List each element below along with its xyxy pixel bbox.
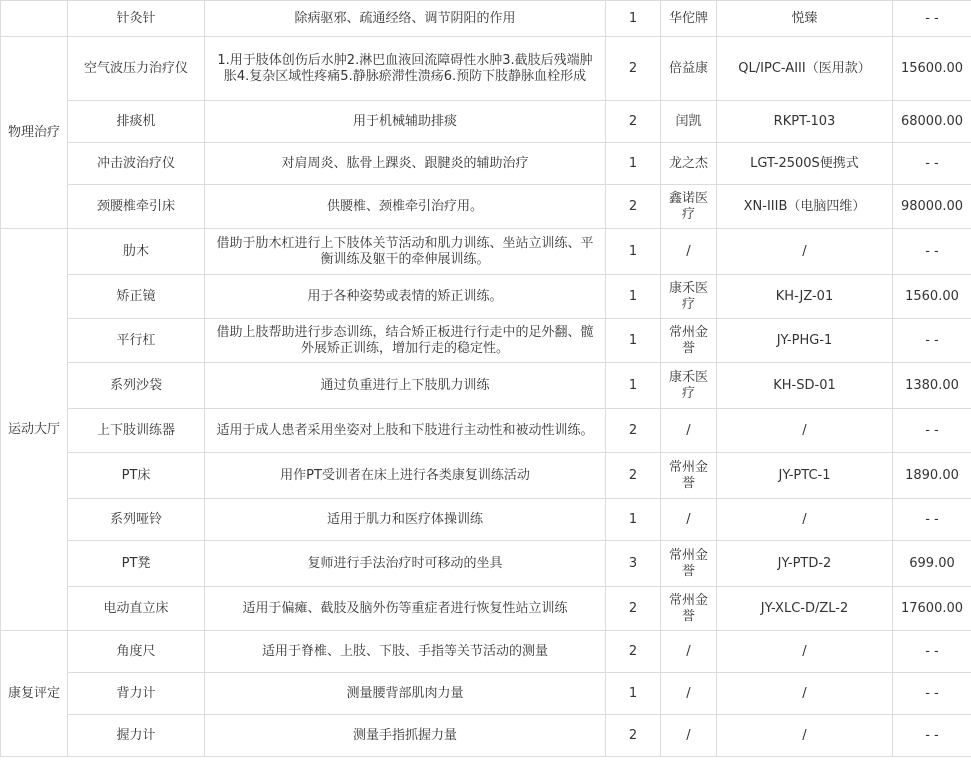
description-cell: 适用于成人患者采用坐姿对上肢和下肢进行主动性和被动性训练。 xyxy=(205,409,606,453)
brand-cell: 常州金誉 xyxy=(661,587,717,631)
table-row xyxy=(1,143,971,185)
category-cell: 物理治疗 xyxy=(1,37,68,229)
quantity-cell: 2 xyxy=(606,631,661,673)
price-cell: 98000.00 xyxy=(893,185,971,229)
equipment-name-cell: 上下肢训练器 xyxy=(68,409,205,453)
equipment-name-cell: 冲击波治疗仪 xyxy=(68,143,205,185)
quantity-cell: 3 xyxy=(606,541,661,587)
quantity-cell: 2 xyxy=(606,453,661,499)
table-row xyxy=(1,453,971,499)
brand-cell: 闰凯 xyxy=(661,101,717,143)
price-cell: - - xyxy=(893,143,971,185)
table-row xyxy=(1,101,971,143)
brand-cell: 常州金誉 xyxy=(661,541,717,587)
model-cell: / xyxy=(717,631,893,673)
quantity-cell: 1 xyxy=(606,673,661,715)
price-cell: 1560.00 xyxy=(893,275,971,319)
category-cell xyxy=(1,1,68,37)
brand-cell: / xyxy=(661,631,717,673)
description-cell: 借助于肋木杠进行上下肢体关节活动和肌力训练、坐站立训练、平衡训练及躯干的牵伸展训练。 xyxy=(205,229,606,275)
description-cell: 复师进行手法治疗时可移动的坐具 xyxy=(205,541,606,587)
model-cell: / xyxy=(717,409,893,453)
brand-cell: 倍益康 xyxy=(661,37,717,101)
equipment-name-cell: 肋木 xyxy=(68,229,205,275)
brand-cell: / xyxy=(661,715,717,757)
table-row xyxy=(1,37,971,101)
table-row xyxy=(1,673,971,715)
model-cell: JY-XLC-D/ZL-2 xyxy=(717,587,893,631)
price-cell: 15600.00 xyxy=(893,37,971,101)
equipment-name-cell: 电动直立床 xyxy=(68,587,205,631)
quantity-cell: 2 xyxy=(606,587,661,631)
table-row xyxy=(1,409,971,453)
table-row xyxy=(1,363,971,409)
brand-cell: 常州金誉 xyxy=(661,319,717,363)
description-cell: 测量手指抓握力量 xyxy=(205,715,606,757)
brand-cell: 华佗牌 xyxy=(661,1,717,37)
equipment-name-cell: 平行杠 xyxy=(68,319,205,363)
description-cell: 供腰椎、颈椎牵引治疗用。 xyxy=(205,185,606,229)
equipment-name-cell: 角度尺 xyxy=(68,631,205,673)
equipment-name-cell: 针灸针 xyxy=(68,1,205,37)
price-cell: 1890.00 xyxy=(893,453,971,499)
model-cell: KH-JZ-01 xyxy=(717,275,893,319)
equipment-name-cell: 系列沙袋 xyxy=(68,363,205,409)
equipment-name-cell: 排痰机 xyxy=(68,101,205,143)
brand-cell: / xyxy=(661,409,717,453)
quantity-cell: 2 xyxy=(606,37,661,101)
equipment-name-cell: 握力计 xyxy=(68,715,205,757)
price-cell: 1380.00 xyxy=(893,363,971,409)
brand-cell: 常州金誉 xyxy=(661,453,717,499)
description-cell: 除病驱邪、疏通经络、调节阴阳的作用 xyxy=(205,1,606,37)
description-cell: 用于机械辅助排痰 xyxy=(205,101,606,143)
model-cell: XN-IIIB（电脑四维） xyxy=(717,185,893,229)
model-cell: QL/IPC-AIII（医用款） xyxy=(717,37,893,101)
table-row xyxy=(1,275,971,319)
model-cell: 悦臻 xyxy=(717,1,893,37)
brand-cell: / xyxy=(661,499,717,541)
table-row xyxy=(1,715,971,757)
quantity-cell: 1 xyxy=(606,319,661,363)
table-body xyxy=(1,1,971,757)
description-cell: 适用于偏瘫、截肢及脑外伤等重症者进行恢复性站立训练 xyxy=(205,587,606,631)
price-cell: - - xyxy=(893,409,971,453)
quantity-cell: 2 xyxy=(606,101,661,143)
model-cell: LGT-2500S便携式 xyxy=(717,143,893,185)
table-row xyxy=(1,319,971,363)
price-cell: - - xyxy=(893,499,971,541)
quantity-cell: 1 xyxy=(606,363,661,409)
quantity-cell: 1 xyxy=(606,1,661,37)
quantity-cell: 2 xyxy=(606,409,661,453)
price-cell: - - xyxy=(893,319,971,363)
table-row xyxy=(1,185,971,229)
description-cell: 对肩周炎、肱骨上踝炎、跟腱炎的辅助治疗 xyxy=(205,143,606,185)
quantity-cell: 1 xyxy=(606,143,661,185)
equipment-name-cell: PT床 xyxy=(68,453,205,499)
brand-cell: 康禾医疗 xyxy=(661,363,717,409)
model-cell: JY-PTC-1 xyxy=(717,453,893,499)
equipment-name-cell: PT凳 xyxy=(68,541,205,587)
quantity-cell: 2 xyxy=(606,185,661,229)
equipment-name-cell: 矫正镜 xyxy=(68,275,205,319)
description-cell: 1.用于肢体创伤后水肿2.淋巴血液回流障碍性水肿3.截肢后残端肿胀4.复杂区域性疼痛5.静脉瘀滞性溃疡6.预防下肢静脉血栓形成 xyxy=(205,37,606,101)
model-cell: KH-SD-01 xyxy=(717,363,893,409)
table-row xyxy=(1,499,971,541)
brand-cell: / xyxy=(661,229,717,275)
model-cell: / xyxy=(717,499,893,541)
description-cell: 借助上肢帮助进行步态训练，结合矫正板进行行走中的足外翻、髋外展矫正训练，增加行走的稳定性。 xyxy=(205,319,606,363)
table-row xyxy=(1,1,971,37)
description-cell: 测量腰背部肌肉力量 xyxy=(205,673,606,715)
brand-cell: 龙之杰 xyxy=(661,143,717,185)
description-cell: 通过负重进行上下肢肌力训练 xyxy=(205,363,606,409)
equipment-name-cell: 颈腰椎牵引床 xyxy=(68,185,205,229)
quantity-cell: 1 xyxy=(606,275,661,319)
quantity-cell: 2 xyxy=(606,715,661,757)
table-row xyxy=(1,229,971,275)
description-cell: 用于各种姿势或表情的矫正训练。 xyxy=(205,275,606,319)
model-cell: RKPT-103 xyxy=(717,101,893,143)
price-cell: - - xyxy=(893,631,971,673)
quantity-cell: 1 xyxy=(606,229,661,275)
category-cell: 运动大厅 xyxy=(1,229,68,631)
price-cell: - - xyxy=(893,1,971,37)
equipment-name-cell: 系列哑铃 xyxy=(68,499,205,541)
description-cell: 适用于脊椎、上肢、下肢、手指等关节活动的测量 xyxy=(205,631,606,673)
price-cell: - - xyxy=(893,715,971,757)
table-row xyxy=(1,587,971,631)
category-cell: 康复评定 xyxy=(1,631,68,757)
brand-cell: 康禾医疗 xyxy=(661,275,717,319)
table-row xyxy=(1,541,971,587)
price-cell: 17600.00 xyxy=(893,587,971,631)
model-cell: / xyxy=(717,715,893,757)
model-cell: / xyxy=(717,229,893,275)
price-cell: - - xyxy=(893,229,971,275)
description-cell: 适用于肌力和医疗体操训练 xyxy=(205,499,606,541)
model-cell: JY-PTD-2 xyxy=(717,541,893,587)
model-cell: / xyxy=(717,673,893,715)
price-cell: - - xyxy=(893,673,971,715)
description-cell: 用作PT受训者在床上进行各类康复训练活动 xyxy=(205,453,606,499)
brand-cell: / xyxy=(661,673,717,715)
price-cell: 68000.00 xyxy=(893,101,971,143)
model-cell: JY-PHG-1 xyxy=(717,319,893,363)
equipment-name-cell: 背力计 xyxy=(68,673,205,715)
quantity-cell: 1 xyxy=(606,499,661,541)
brand-cell: 鑫诺医疗 xyxy=(661,185,717,229)
table-row xyxy=(1,631,971,673)
price-cell: 699.00 xyxy=(893,541,971,587)
equipment-name-cell: 空气波压力治疗仪 xyxy=(68,37,205,101)
